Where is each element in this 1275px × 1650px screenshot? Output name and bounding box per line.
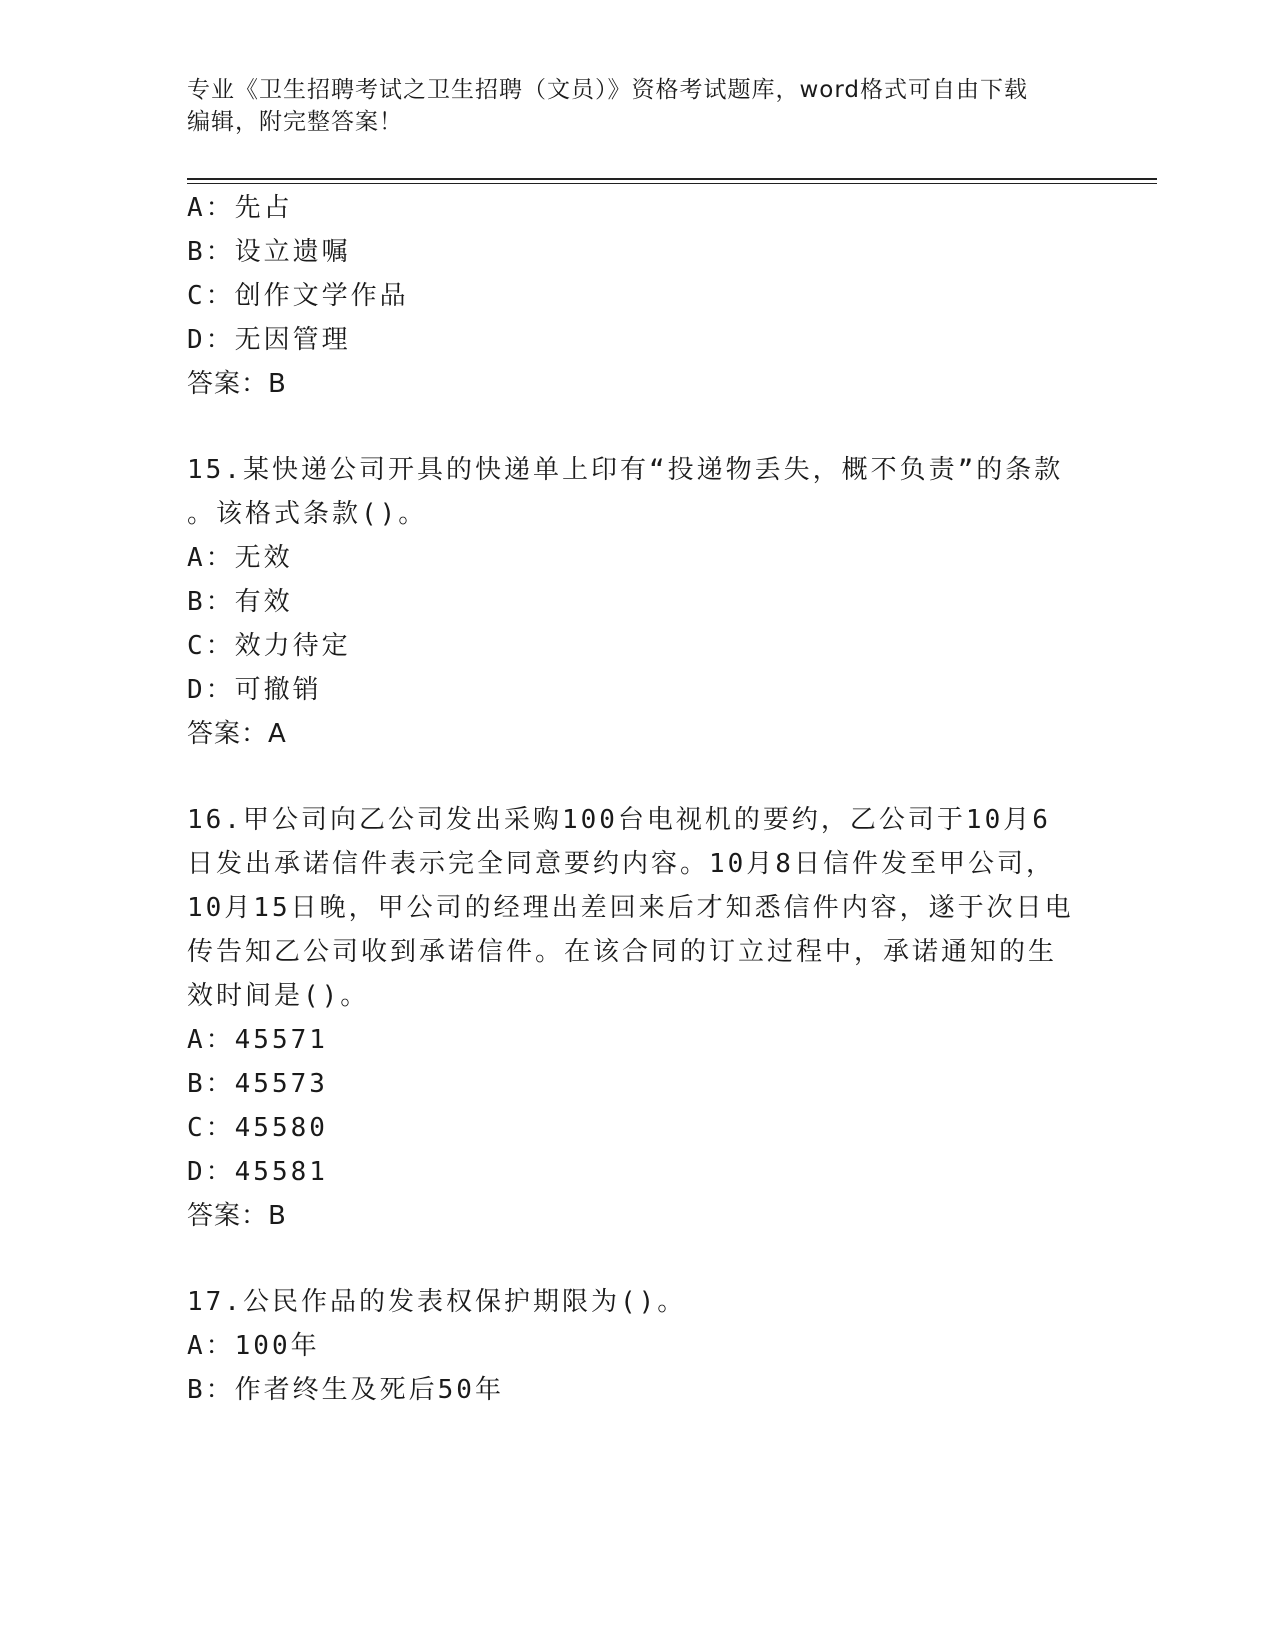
q16-option-c: C：45580 bbox=[187, 1113, 328, 1143]
q15-option-d: D：可撤销 bbox=[187, 675, 322, 705]
q14-option-d: D：无因管理 bbox=[187, 325, 351, 355]
q15-option-c: C：效力待定 bbox=[187, 631, 351, 661]
header-divider-thick bbox=[187, 178, 1157, 180]
q15-option-b: B：有效 bbox=[187, 587, 293, 617]
q16-option-a: A：45571 bbox=[187, 1025, 328, 1055]
document-header bbox=[187, 74, 1077, 138]
header-divider-thin bbox=[187, 183, 1157, 184]
q16-option-d: D：45581 bbox=[187, 1157, 328, 1187]
q17-option-a: A：100年 bbox=[187, 1331, 320, 1361]
q14-option-c: C：创作文学作品 bbox=[187, 281, 409, 311]
q16-stem-line-4: 传告知乙公司收到承诺信件。在该合同的订立过程中，承诺通知的生 bbox=[187, 937, 1058, 967]
q14-option-b: B：设立遗嘱 bbox=[187, 237, 351, 267]
q16-answer: 答案：B bbox=[187, 1201, 287, 1231]
q17-option-b: B：作者终生及死后50年 bbox=[187, 1375, 504, 1405]
q17-stem-line-1: 17.公民作品的发表权保护期限为()。 bbox=[187, 1287, 687, 1317]
q16-stem-line-3: 10月15日晚，甲公司的经理出差回来后才知悉信件内容，遂于次日电 bbox=[187, 893, 1074, 923]
q14-answer: 答案：B bbox=[187, 369, 287, 399]
header-title-line-1: 专业《卫生招聘考试之卫生招聘（文员）》资格考试题库，word格式可自由下载 bbox=[187, 77, 1029, 103]
header-title-line-2: 编辑，附完整答案！ bbox=[187, 109, 403, 135]
q15-stem-line-2: 。该格式条款()。 bbox=[187, 499, 428, 529]
q16-stem-line-2: 日发出承诺信件表示完全同意要约内容。10月8日信件发至甲公司， bbox=[187, 849, 1055, 879]
q15-option-a: A：无效 bbox=[187, 543, 293, 573]
q16-stem-line-5: 效时间是()。 bbox=[187, 981, 370, 1011]
q16-stem-line-1: 16.甲公司向乙公司发出采购100台电视机的要约，乙公司于10月6 bbox=[187, 805, 1051, 835]
q15-answer: 答案：A bbox=[187, 719, 287, 749]
q15-stem-line-1: 15.某快递公司开具的快递单上印有“投递物丢失，概不负责”的条款 bbox=[187, 455, 1064, 485]
q16-option-b: B：45573 bbox=[187, 1069, 328, 1099]
q14-option-a: A：先占 bbox=[187, 193, 293, 223]
